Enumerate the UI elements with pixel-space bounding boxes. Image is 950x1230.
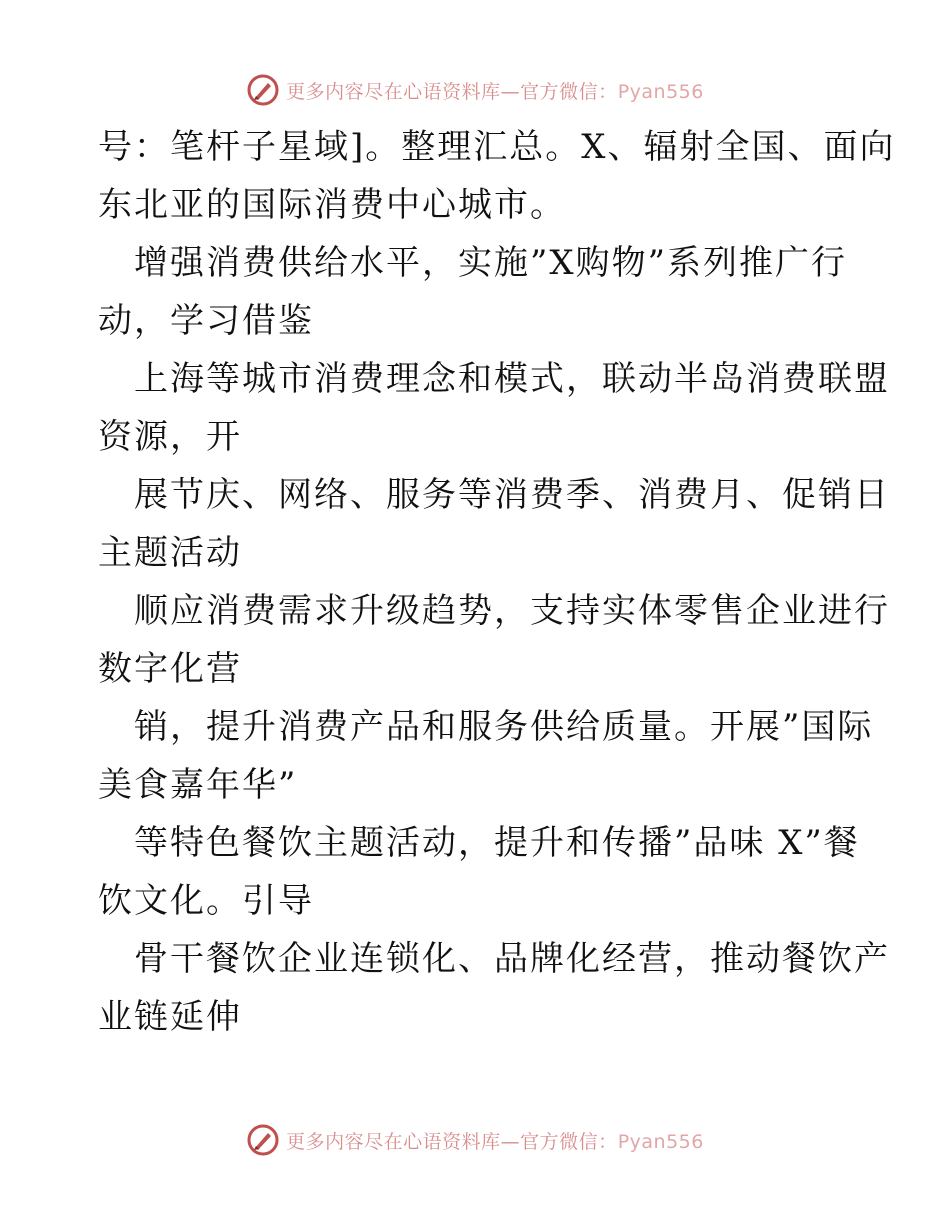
text-line: 主题活动 <box>98 533 242 573</box>
text-line: 号：笔杆子星域]。整理汇总。X、辐射全国、面向 <box>98 127 896 167</box>
watermark-text: 更多内容尽在心语资料库—官方微信：Pyan556 <box>286 1130 704 1153</box>
text-line: 增强消费供给水平，实施”X购物”系列推广行 <box>134 243 847 283</box>
watermark-text: 更多内容尽在心语资料库—官方微信：Pyan556 <box>286 80 704 103</box>
footer-watermark <box>0 1120 950 1160</box>
document-body <box>98 118 896 1046</box>
text-line: 等特色餐饮主题活动，提升和传播”品味 X”餐 <box>134 823 860 863</box>
text-line: 饮文化。引导 <box>98 881 314 921</box>
text-line: 美食嘉年华” <box>98 765 298 805</box>
header-watermark <box>0 70 950 110</box>
pen-logo-icon <box>246 73 280 107</box>
pen-logo-icon <box>246 1123 280 1157</box>
text-line: 骨干餐饮企业连锁化、品牌化经营，推动餐饮产 <box>134 939 890 979</box>
text-line: 资源，开 <box>98 417 242 457</box>
text-line: 动，学习借鉴 <box>98 301 314 341</box>
text-line: 展节庆、网络、服务等消费季、消费月、促销日 <box>134 475 890 515</box>
text-line: 东北亚的国际消费中心城市。 <box>98 185 566 225</box>
text-line: 顺应消费需求升级趋势，支持实体零售企业进行 <box>134 591 890 631</box>
text-line: 上海等城市消费理念和模式，联动半岛消费联盟 <box>134 359 890 399</box>
text-line: 销，提升消费产品和服务供给质量。开展”国际 <box>134 707 874 747</box>
text-line: 数字化营 <box>98 649 242 689</box>
text-line: 业链延伸 <box>98 997 242 1037</box>
